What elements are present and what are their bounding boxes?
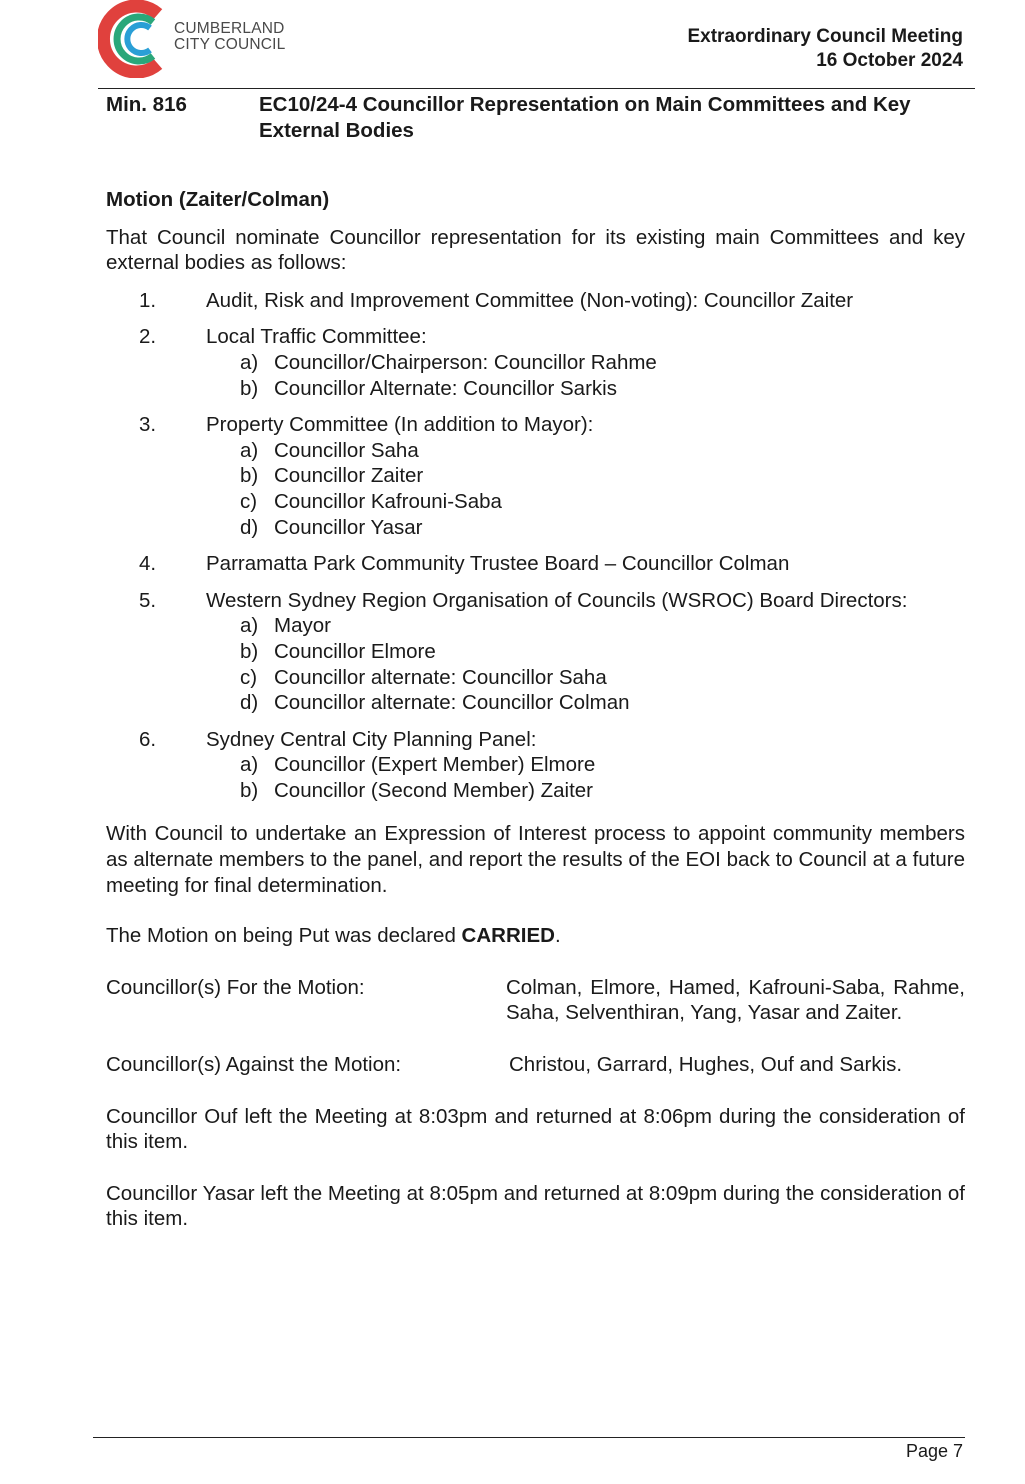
- vote-for-label: Councillor(s) For the Motion:: [106, 975, 365, 999]
- list-item-text: Property Committee (In addition to Mayor):: [206, 413, 594, 437]
- vote-for-names: Colman, Elmore, Hamed, Kafrouni-Saba, Rahme, Saha, Selventhiran, Yang, Yasar and Zaiter.: [506, 975, 965, 1025]
- sub-item: [106, 376, 965, 402]
- header-divider: [98, 88, 975, 89]
- sub-item: [106, 350, 965, 376]
- sub-item: [106, 665, 965, 691]
- sub-item-letter: b): [240, 639, 259, 663]
- meeting-title: Extraordinary Council Meeting: [687, 26, 963, 47]
- sub-item-text: Councillor alternate: Councillor Colman: [274, 691, 630, 715]
- sub-item-letter: a): [240, 614, 259, 638]
- sub-item-text: Councillor Zaiter: [274, 464, 424, 488]
- sub-item: [106, 690, 965, 716]
- sub-item: [106, 613, 965, 639]
- list-item: [106, 324, 965, 401]
- vote-for-row: [106, 975, 965, 1026]
- list-item-number: 6.: [139, 727, 157, 751]
- sub-item-text: Councillor Alternate: Councillor Sarkis: [274, 376, 617, 400]
- attendance-note: Councillor Ouf left the Meeting at 8:03pm and returned at 8:06pm during the consideration of this item.: [106, 1104, 965, 1154]
- list-item-text: Western Sydney Region Organisation of Councils (WSROC) Board Directors:: [206, 588, 908, 612]
- list-item: [106, 288, 965, 314]
- minute-number: Min. 816: [106, 93, 187, 116]
- list-item-number: 3.: [139, 413, 157, 437]
- sub-item-letter: b): [240, 778, 259, 802]
- sub-item-text: Councillor alternate: Councillor Saha: [274, 665, 607, 689]
- sub-item: [106, 752, 965, 778]
- logo-line-1: CUMBERLAND: [174, 20, 285, 37]
- list-item-text: Parramatta Park Community Trustee Board – Councillor Colman: [206, 552, 790, 576]
- list-item-number: 4.: [139, 552, 157, 576]
- minute-content: [106, 187, 965, 1232]
- sub-item: [106, 515, 965, 541]
- list-item: [106, 412, 965, 540]
- list-item-number: 2.: [139, 325, 157, 349]
- list-item-text: Local Traffic Committee:: [206, 325, 427, 349]
- result-suffix: .: [554, 924, 561, 948]
- sub-item-text: Councillor/Chairperson: Councillor Rahme: [274, 350, 657, 374]
- sub-item-text: Councillor Yasar: [274, 515, 423, 539]
- motion-intro: That Council nominate Councillor representation for its existing main Committees and key external bodies as follows:: [106, 225, 965, 275]
- list-item-text: Audit, Risk and Improvement Committee (Non-voting): Councillor Zaiter: [206, 288, 854, 312]
- result-prefix: The Motion on being Put was declared: [106, 924, 462, 948]
- vote-against-row: [106, 1052, 965, 1078]
- list-item: [106, 727, 965, 804]
- sub-item: [106, 438, 965, 464]
- list-item-number: 1.: [139, 288, 157, 312]
- council-logo-icon: [98, 0, 178, 78]
- attendance-note: Councillor Yasar left the Meeting at 8:05pm and returned at 8:09pm during the consideration of this item.: [106, 1181, 965, 1231]
- sub-item-text: Mayor: [274, 614, 331, 638]
- eoi-paragraph: With Council to undertake an Expression of Interest process to appoint community members as alternate members to the panel, and report the results of the EOI back to Council at a future meeting for final determination.: [106, 822, 965, 897]
- sub-item-letter: b): [240, 376, 259, 400]
- logo-text: [174, 21, 286, 53]
- motion-result: [106, 923, 965, 949]
- sub-item-letter: b): [240, 464, 259, 488]
- result-word: CARRIED: [461, 924, 555, 948]
- sub-item: [106, 639, 965, 665]
- motion-list: [106, 288, 965, 804]
- vote-against-names: Christou, Garrard, Hughes, Ouf and Sarkis.: [509, 1053, 903, 1077]
- vote-against-label: Councillor(s) Against the Motion:: [106, 1053, 402, 1077]
- sub-item: [106, 489, 965, 515]
- sub-item: [106, 463, 965, 489]
- motion-heading: Motion (Zaiter/Colman): [106, 188, 330, 211]
- sub-item-text: Councillor (Second Member) Zaiter: [274, 778, 594, 802]
- list-item: [106, 551, 965, 577]
- list-item-text: Sydney Central City Planning Panel:: [206, 727, 537, 751]
- sub-item-text: Councillor Kafrouni-Saba: [274, 489, 502, 513]
- footer-divider: [93, 1437, 965, 1438]
- sub-item-letter: c): [240, 665, 258, 689]
- sub-item: [106, 778, 965, 804]
- sub-item-letter: a): [240, 350, 259, 374]
- page-number: Page 7: [905, 1441, 963, 1461]
- meeting-date: 16 October 2024: [816, 50, 963, 71]
- sub-item-text: Councillor Saha: [274, 438, 419, 462]
- logo-line-2: CITY COUNCIL: [174, 36, 286, 53]
- sub-item-letter: d): [240, 691, 259, 715]
- minute-title: EC10/24-4 Councillor Representation on Main Committees and Key External Bodies: [259, 93, 911, 142]
- sub-item-letter: c): [240, 489, 258, 513]
- sub-item-letter: a): [240, 438, 259, 462]
- sub-item-letter: d): [240, 515, 259, 539]
- sub-item-text: Councillor Elmore: [274, 639, 436, 663]
- meeting-header: [687, 25, 963, 73]
- sub-item-text: Councillor (Expert Member) Elmore: [274, 753, 596, 777]
- sub-item-letter: a): [240, 753, 259, 777]
- list-item: [106, 588, 965, 716]
- list-item-number: 5.: [139, 588, 157, 612]
